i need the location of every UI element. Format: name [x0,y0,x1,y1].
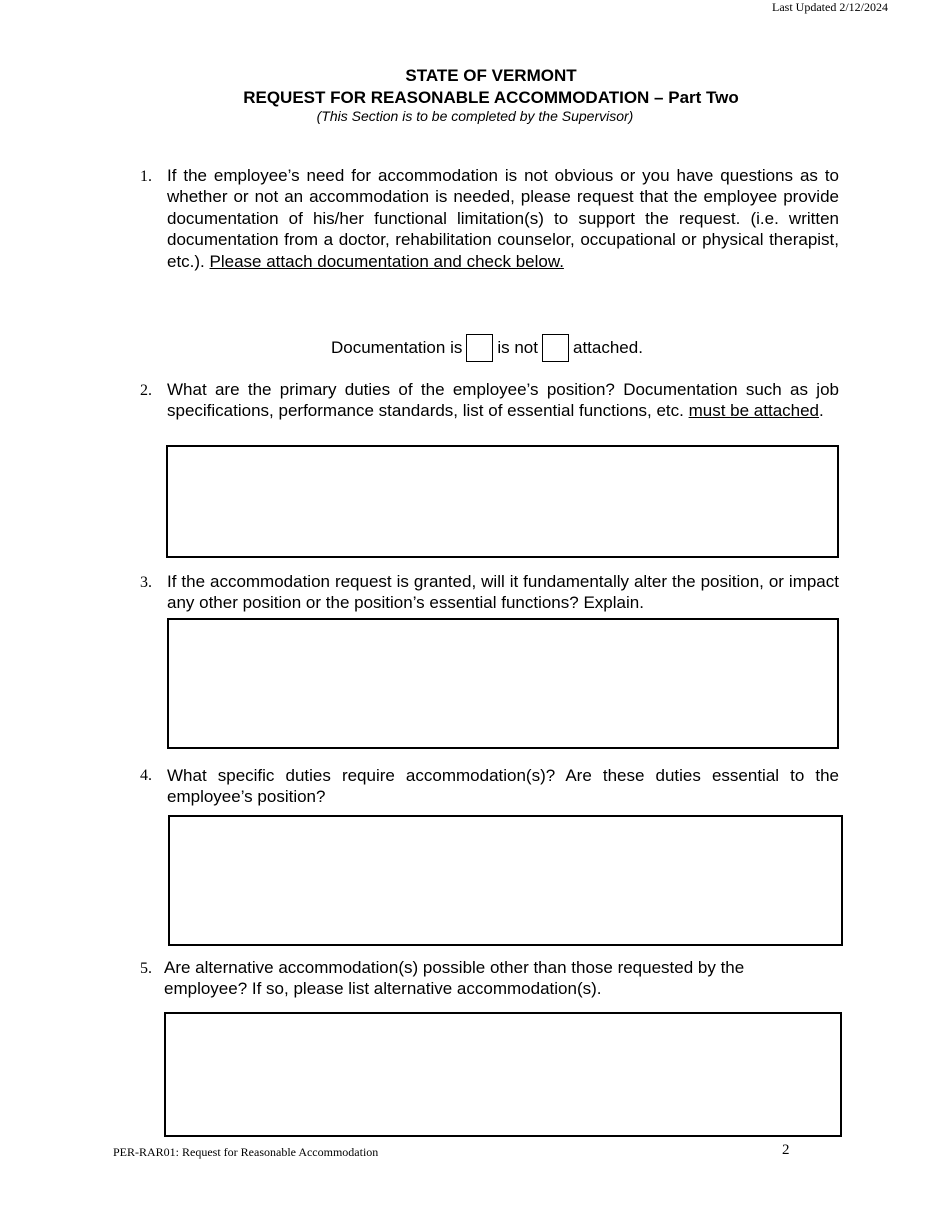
form-title: REQUEST FOR REASONABLE ACCOMMODATION – Part Two [243,88,739,107]
question-1-number: 1. [140,168,152,185]
question-3-text: If the accommodation request is granted, will it fundamentally alter the position, or impact any other position or the position’s essential functions? Explain. [167,572,839,613]
question-2-body: What are the primary duties of the employee’s position? Documentation such as job specifications, performance standards, list of essential functions, etc. [167,380,839,421]
question-4-text: What specific duties require accommodation(s)? Are these duties essential to the employee’s position? [167,766,839,807]
question-5-body: Are alternative accommodation(s) possible other than those requested by the employee? If so, please list alternative accommodation(s). [164,958,745,999]
form-subtitle: (This Section is to be completed by the Supervisor) [316,108,634,124]
question-2-answer-box[interactable] [166,445,839,558]
question-1-text [167,165,839,272]
question-3-answer-box[interactable] [167,618,839,749]
question-2-period: . [819,401,824,421]
question-2-must-attach: must be attached [688,401,820,421]
question-3-number: 3. [140,574,152,591]
question-5-number: 5. [140,960,152,977]
documentation-not-attached-checkbox[interactable] [542,334,569,362]
footer-form-id: PER-RAR01: Request for Reasonable Accommodation [113,1145,379,1159]
question-5-answer-box[interactable] [164,1012,842,1137]
state-title: STATE OF VERMONT [405,66,577,85]
question-4-answer-box[interactable] [168,815,843,946]
question-5-text [164,957,809,1000]
question-2-number: 2. [140,382,152,399]
page-number: 2 [782,1142,790,1158]
documentation-attached-label: attached. [572,338,643,357]
question-1-body: If the employee’s need for accommodation is not obvious or you have questions as to whether or not an accommodation is needed, please request that the employee provide documentation of his/her functional limitation(s) to support the request. (i.e. written documentation from a doctor, rehabilitation counselor, occupational or physical therapist, etc.). [167,166,839,271]
documentation-attached-checkbox[interactable] [466,334,493,362]
documentation-is-not-label: is not [497,338,538,357]
question-1-instruction: Please attach documentation and check below. [209,251,564,271]
documentation-line [331,334,643,362]
documentation-label: Documentation is [331,338,463,357]
question-2-text [167,379,839,422]
last-updated: Last Updated 2/12/2024 [772,0,888,14]
question-4-number: 4. [140,767,152,784]
